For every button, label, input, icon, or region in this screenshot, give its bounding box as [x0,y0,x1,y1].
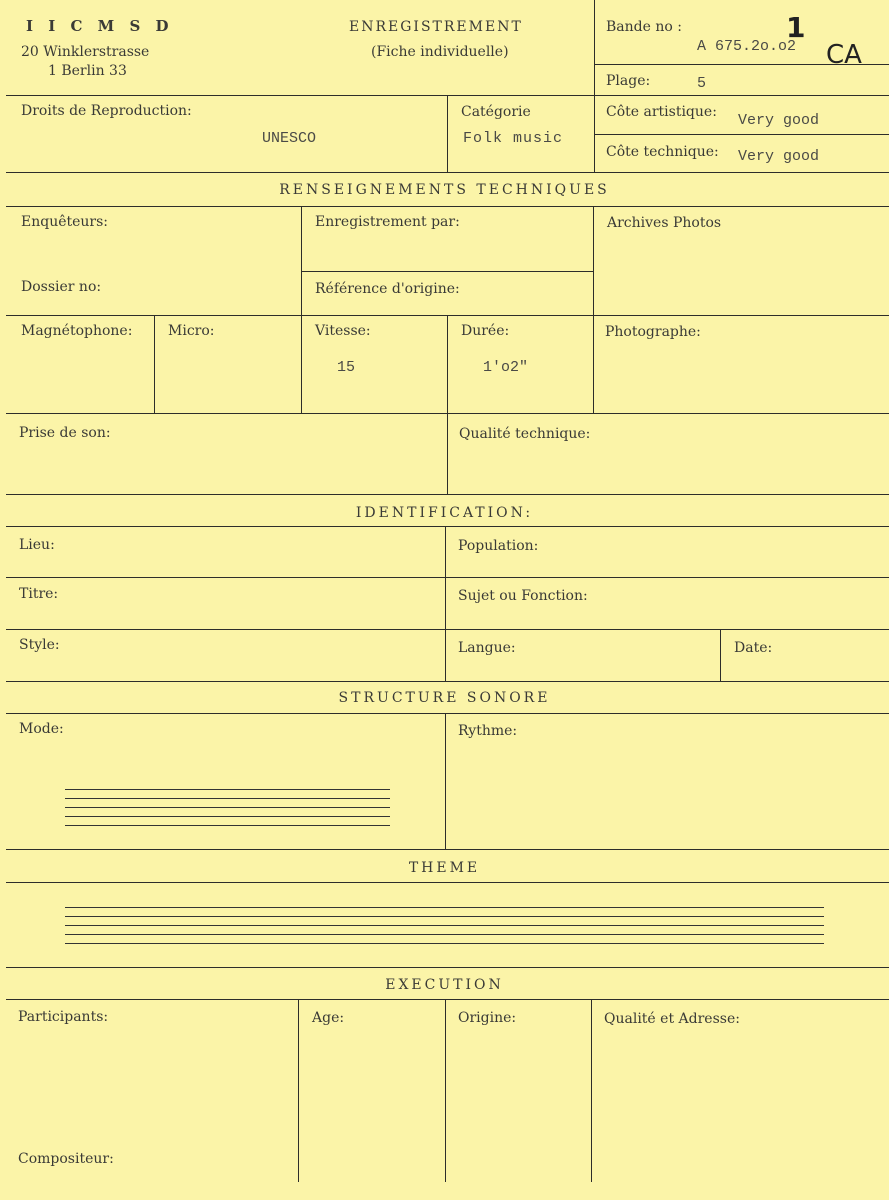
mode-staff-line [65,798,390,799]
vitesse-value: 15 [337,359,356,376]
section-identification-title: IDENTIFICATION: [355,505,534,521]
bande-label: Bande no : [606,19,682,35]
rythme-label: Rythme: [458,723,518,739]
rule [6,629,889,630]
hand-initials: CA [826,40,862,70]
rule [445,713,446,849]
prise-de-son-label: Prise de son: [19,425,111,441]
age-label: Age: [312,1010,345,1026]
categorie-value: Folk music [463,130,564,147]
rule [720,629,721,681]
rule [447,95,448,172]
qualite-adresse-label: Qualité et Adresse: [604,1011,740,1027]
rule [301,271,593,272]
rule [154,315,155,413]
titre-label: Titre: [19,586,59,602]
enqueteurs-label: Enquêteurs: [21,214,109,230]
qualite-technique-label: Qualité technique: [459,426,591,442]
address-line1: 20 Winklerstrasse [21,44,150,60]
cote-artistique-value: Very good [738,112,820,129]
section-structure-title: STRUCTURE SONORE [338,690,551,706]
reference-label: Référence d'origine: [315,281,460,297]
vitesse-label: Vitesse: [315,323,371,339]
droits-label: Droits de Reproduction: [21,103,192,119]
date-label: Date: [734,640,773,656]
participants-label: Participants: [18,1009,109,1025]
rule [595,134,889,135]
rule [6,577,889,578]
cote-artistique-label: Côte artistique: [606,104,717,120]
rule [447,315,448,494]
population-label: Population: [458,538,539,554]
rule [298,999,299,1182]
archives-photos-label: Archives Photos [607,215,722,231]
plage-value: 5 [697,75,707,92]
cote-technique-value: Very good [738,148,820,165]
address-line2: 1 Berlin 33 [48,63,127,79]
section-execution-title: EXECUTION [385,977,504,993]
sujet-fonction-label: Sujet ou Fonction: [458,588,588,604]
theme-staff-line [65,934,824,935]
photographe-label: Photographe: [605,324,701,340]
rule [593,206,594,413]
rule [594,0,595,172]
theme-staff-line [65,916,824,917]
theme-staff-line [65,925,824,926]
micro-label: Micro: [168,323,215,339]
lieu-label: Lieu: [19,537,55,553]
org-logo: I I C M S D [26,17,174,35]
plage-label: Plage: [606,73,651,89]
droits-value: UNESCO [262,130,317,147]
duree-label: Durée: [461,323,510,339]
bande-value: A 675.2o.o2 [697,38,797,55]
form-title: ENREGISTREMENT [349,19,523,35]
rule [6,849,889,850]
theme-staff-line [65,907,824,908]
rule [445,999,446,1182]
rule [591,999,592,1182]
origine-label: Origine: [458,1010,517,1026]
style-label: Style: [19,637,60,653]
rule [6,206,889,207]
rule [6,681,889,682]
section-technical-title: RENSEIGNEMENTS TECHNIQUES [279,182,610,198]
compositeur-label: Compositeur: [18,1151,114,1167]
mode-label: Mode: [19,721,64,737]
rule [6,967,889,968]
rule [6,999,889,1000]
magnetophone-label: Magnétophone: [21,323,133,339]
langue-label: Langue: [458,640,516,656]
dossier-label: Dossier no: [21,279,102,295]
form-subtitle: (Fiche individuelle) [371,44,509,60]
section-theme-title: THEME [408,860,481,876]
theme-staff-line [65,943,824,944]
rule [301,206,302,413]
rule [6,172,889,173]
rule [6,494,889,495]
rule [6,713,889,714]
categorie-label: Catégorie [461,104,531,120]
mode-staff-line [65,807,390,808]
mode-staff-line [65,789,390,790]
enregistrement-par-label: Enregistrement par: [315,214,460,230]
cote-technique-label: Côte technique: [606,144,719,160]
rule [6,526,889,527]
rule [445,526,446,681]
rule [6,882,889,883]
mode-staff-line [65,825,390,826]
bande-hand-mark: 1 [786,11,806,44]
duree-value: 1'o2" [483,359,529,376]
mode-staff-line [65,816,390,817]
